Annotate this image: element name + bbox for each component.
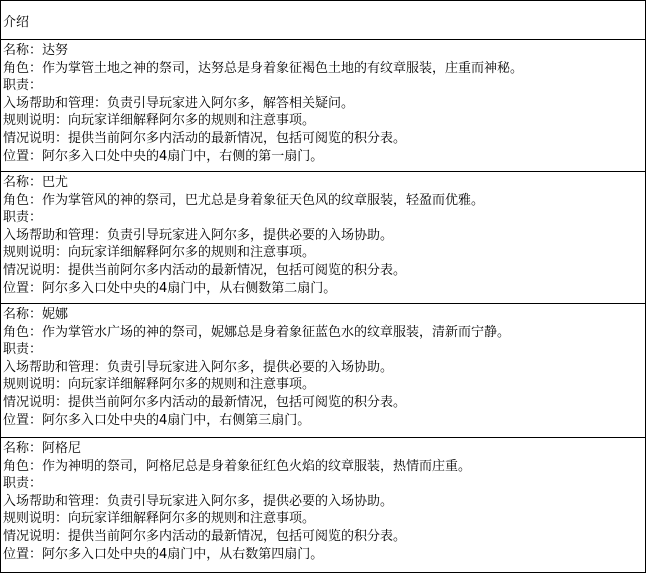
duty-rules: 规则说明：向玩家详细解释阿尔多的规则和注意事项。 [3, 511, 316, 527]
priest-name: 名称：阿格尼 [3, 441, 82, 456]
priest-location: 位置：阿尔多入口处中央的4扇门中，右侧的第一扇门。 [3, 148, 324, 164]
duty-info: 情况说明：提供当前阿尔多内活动的最新情况，包括可阅览的积分表。 [3, 130, 407, 146]
duty-entry: 入场帮助和管理：负责引导玩家进入阿尔多，提供必要的入场协助。 [3, 359, 394, 375]
priest-name: 名称：妮娜 [3, 307, 69, 322]
duty-rules: 规则说明：向玩家详细解释阿尔多的规则和注意事项。 [3, 377, 316, 393]
duty-entry: 入场帮助和管理：负责引导玩家进入阿尔多，解答相关疑问。 [3, 95, 355, 111]
duty-label: 职责： [3, 476, 43, 492]
priest-location: 位置：阿尔多入口处中央的4扇门中，从右数第四扇门。 [3, 546, 324, 562]
priest-location: 位置：阿尔多入口处中央的4扇门中，从右侧数第二扇门。 [3, 280, 337, 296]
priest-section-bayu [1, 172, 645, 304]
header-title: 介绍 [3, 14, 30, 30]
duty-entry: 入场帮助和管理：负责引导玩家进入阿尔多，提供必要的入场协助。 [3, 227, 394, 243]
duty-info: 情况说明：提供当前阿尔多内活动的最新情况，包括可阅览的积分表。 [3, 262, 407, 278]
priest-role: 角色：作为掌管土地之神的祭司，达努总是身着象征褐色土地的有纹章服装，庄重而神秘。 [3, 60, 524, 76]
duty-info: 情况说明：提供当前阿尔多内活动的最新情况，包括可阅览的积分表。 [3, 394, 407, 410]
duty-label: 职责： [3, 210, 43, 226]
priest-section-agni [1, 438, 645, 572]
duty-rules: 规则说明：向玩家详细解释阿尔多的规则和注意事项。 [3, 245, 316, 261]
priest-location: 位置：阿尔多入口处中央的4扇门中，右侧第三扇门。 [3, 412, 311, 428]
priest-section-nina [1, 304, 645, 438]
priest-name: 名称：达努 [3, 43, 69, 58]
duty-label: 职责： [3, 342, 43, 358]
priest-role: 角色：作为掌管水广场的神的祭司，妮娜总是身着象征蓝色水的纹章服装，清新而宁静。 [3, 324, 511, 340]
table-header [1, 1, 645, 40]
priest-section-danu [1, 40, 645, 172]
priest-role: 角色：作为掌管风的神的祭司，巴尤总是身着象征天色风的纹章服装，轻盈而优雅。 [3, 192, 485, 208]
duty-info: 情况说明：提供当前阿尔多内活动的最新情况，包括可阅览的积分表。 [3, 528, 407, 544]
duty-rules: 规则说明：向玩家详细解释阿尔多的规则和注意事项。 [3, 113, 316, 129]
priest-role: 角色：作为神明的祭司，阿格尼总是身着象征红色火焰的纹章服装，热情而庄重。 [3, 458, 472, 474]
duty-label: 职责： [3, 78, 43, 94]
priest-name: 名称：巴尤 [3, 175, 69, 190]
duty-entry: 入场帮助和管理：负责引导玩家进入阿尔多，提供必要的入场协助。 [3, 493, 394, 509]
